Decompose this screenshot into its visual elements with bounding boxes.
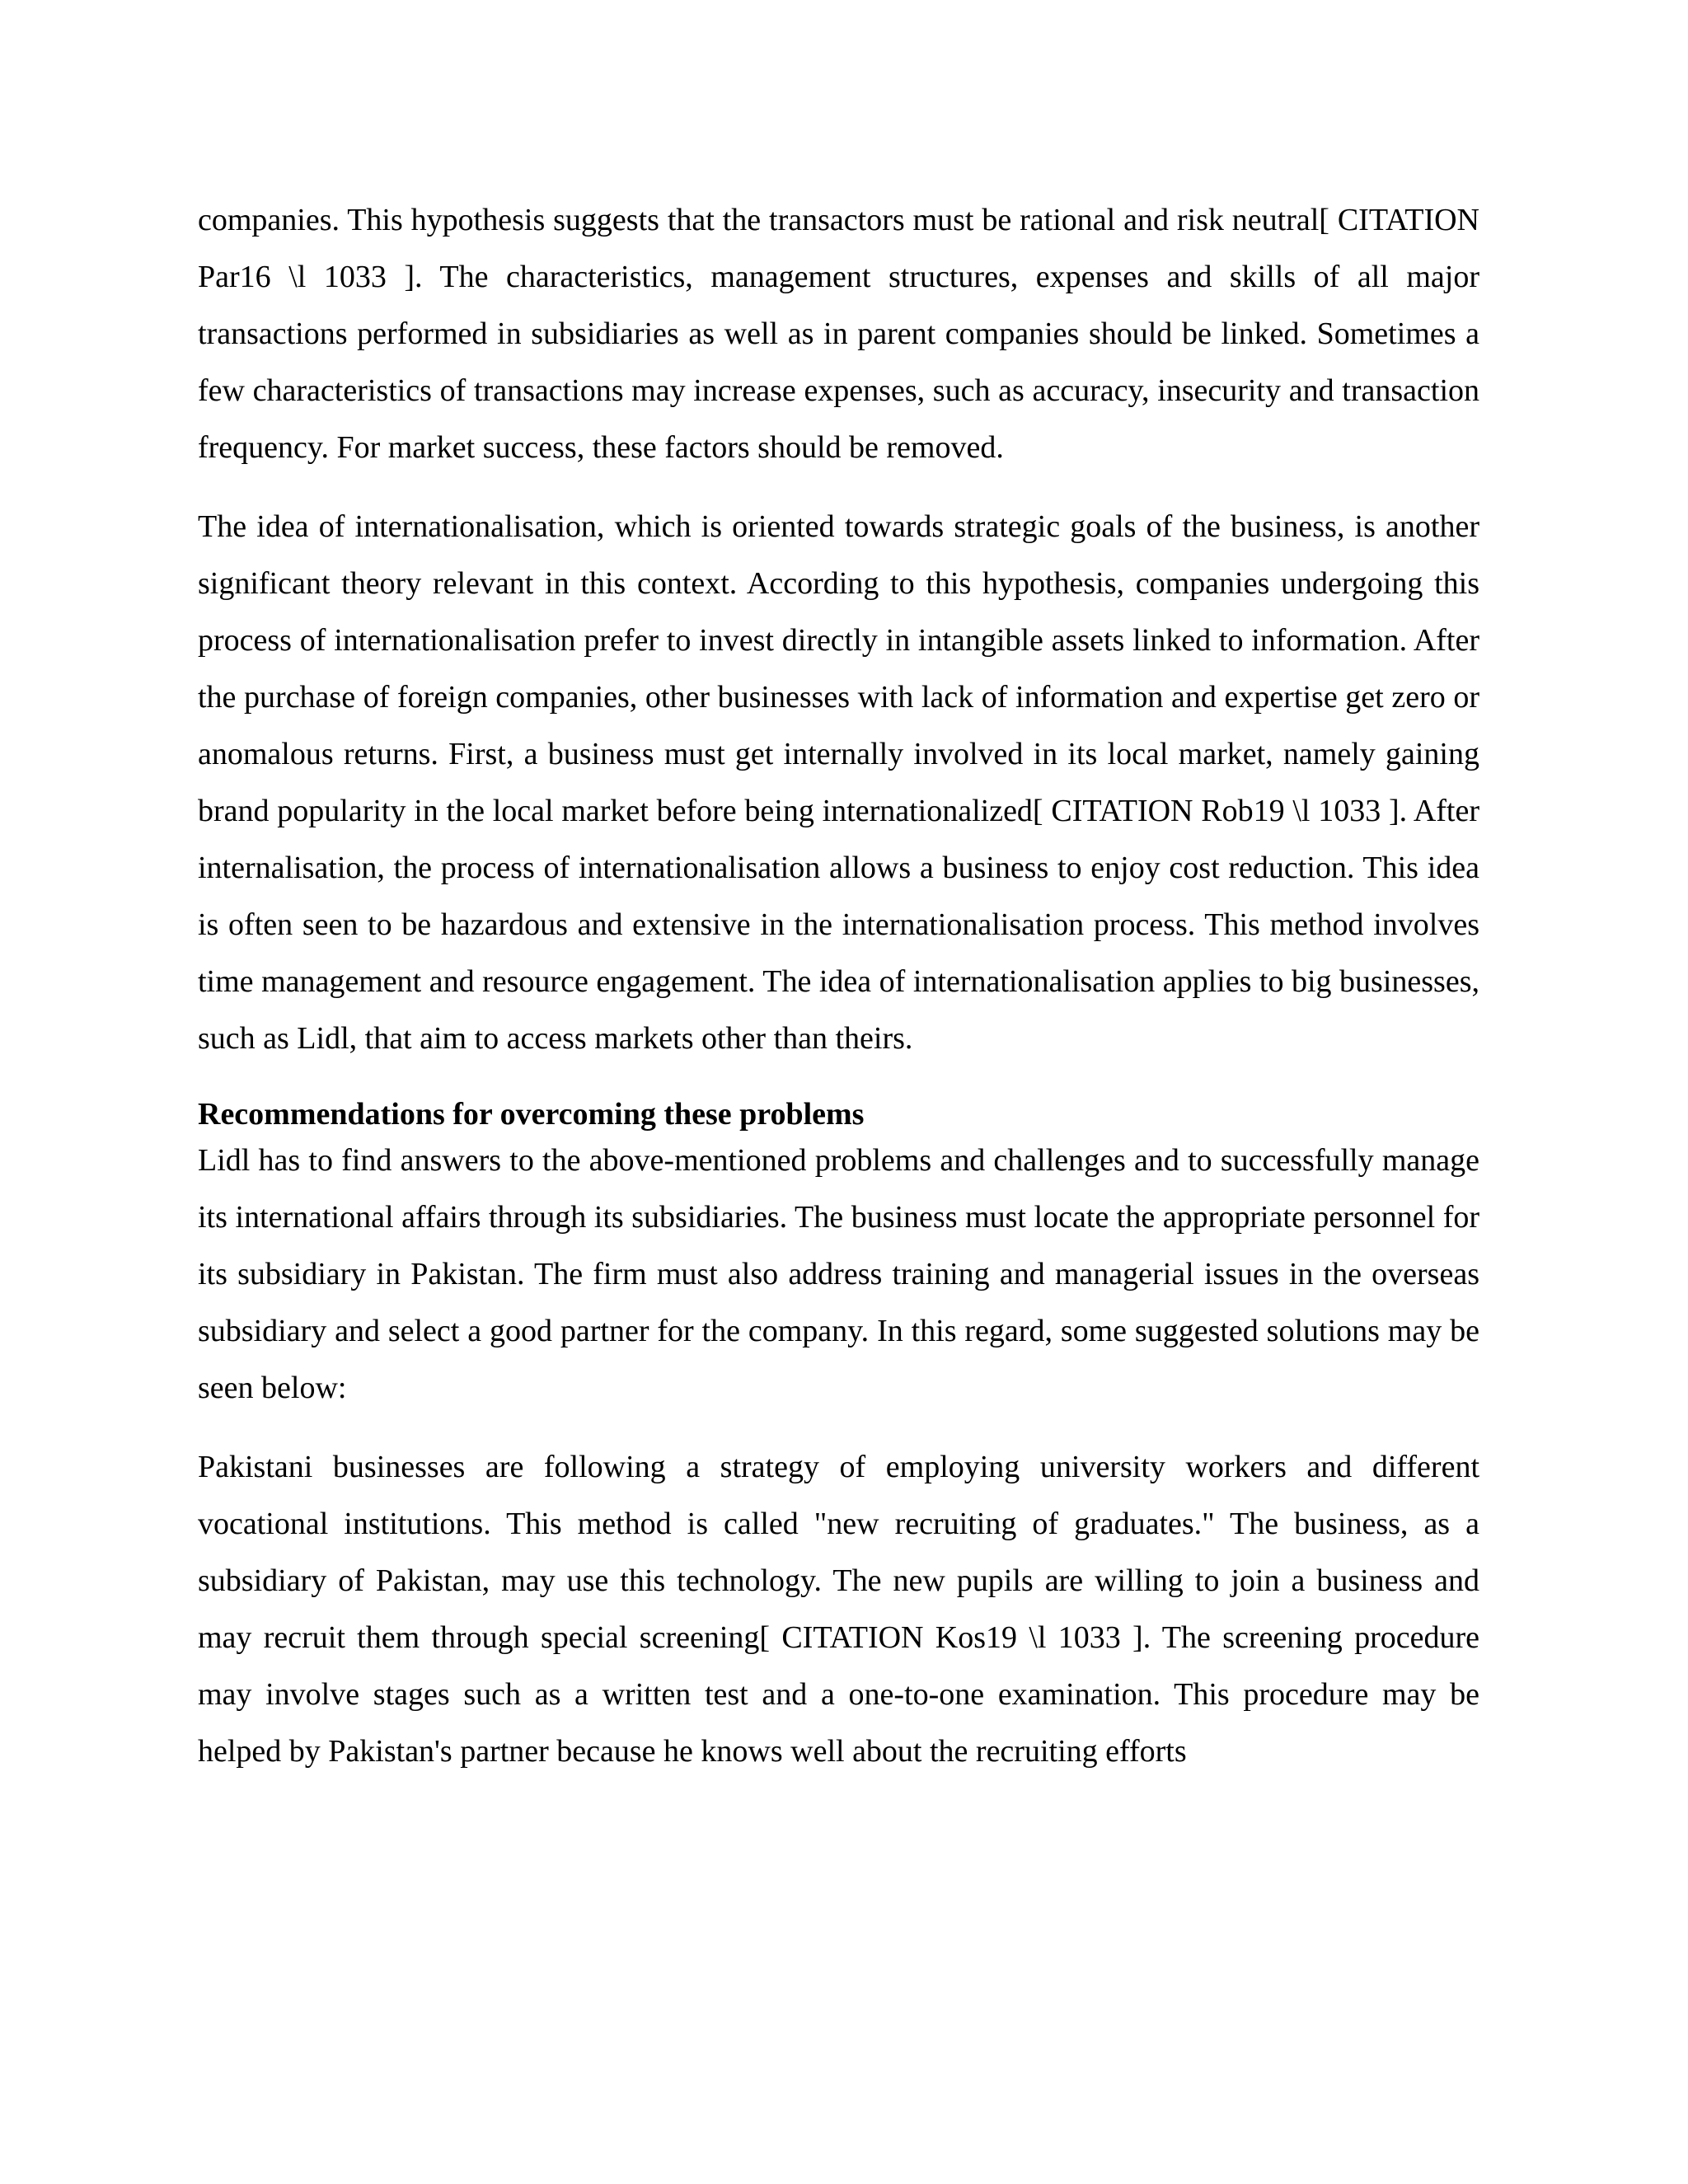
body-paragraph: Pakistani businesses are following a strategy of employing university workers and different vocational institutions. This method is called "new recruiting of graduates." The business, as a subsidiary of Pakistan, may use this technology. The new pupils are willing to join a business and may recruit them through special screening[ CITATION Kos19 \l 1033 ]. The screening procedure may involve stages such as a written test and a one-to-one examination. This procedure may be helped by Pakistan's partner because he knows well about the recruiting efforts — [198, 1450, 1479, 1769]
section-heading: Recommendations for overcoming these problems — [198, 1097, 865, 1132]
body-paragraph: Lidl has to find answers to the above-mentioned problems and challenges and to successfully manage its international affairs through its subsidiaries. The business must locate the appropriate personnel for its subsidiary in Pakistan. The firm must also address training and managerial issues in the overseas subsidiary and select a good partner for the company. In this regard, some suggested solutions may be seen below: — [198, 1143, 1479, 1405]
body-paragraph: companies. This hypothesis suggests that the transactors must be rational and risk neutral[ CITATION Par16 \l 1033 ]. The characteristics, management structures, expenses and skills of all major transactions performed in subsidiaries as well as in parent companies should be linked. Sometimes a few characteristics of transactions may increase expenses, such as accuracy, insecurity and transaction frequency. For market success, these factors should be removed. — [198, 203, 1479, 465]
document-page — [198, 192, 1479, 1802]
body-paragraph: The idea of internationalisation, which is oriented towards strategic goals of the business, is another significant theory relevant in this context. According to this hypothesis, companies undergoing this process of internationalisation prefer to invest directly in intangible assets linked to information. After the purchase of foreign companies, other businesses with lack of information and expertise get zero or anomalous returns. First, a business must get internally involved in its local market, namely gaining brand popularity in the local market before being internationalized[ CITATION Rob19 \l 1033 ]. After internalisation, the process of internationalisation allows a business to enjoy cost reduction. This idea is often seen to be hazardous and extensive in the internationalisation process. This method involves time management and resource engagement. The idea of internationalisation applies to big businesses, such as Lidl, that aim to access markets other than theirs. — [198, 509, 1479, 1056]
